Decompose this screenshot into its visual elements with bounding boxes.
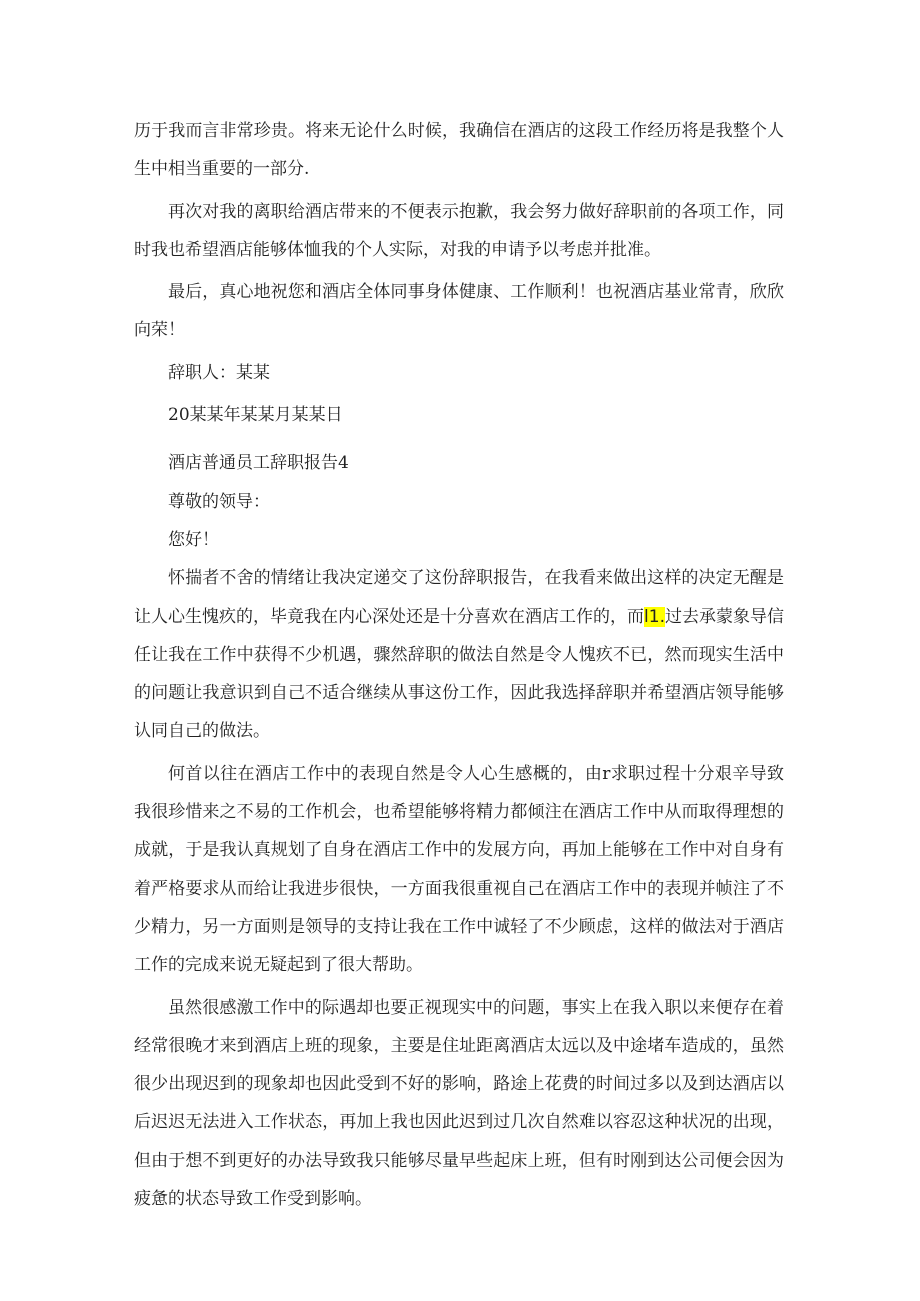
paragraph-decision (134, 559, 784, 750)
paragraph-decision-before: 怀揣者不舍的情绪让我决定递交了这份辞职报告，在我看来做出这样的决定无醒是让人心生愧疚的，毕竟我在内心深处还是十分喜欢在酒店工作的，而 (134, 568, 784, 627)
signature-line: 辞职人：某某 (168, 362, 270, 383)
paragraph-decision-after: 过去承蒙象导信任让我在工作中获得不少机遇，骤然辞职的做法自然是令人愧疚不已，然而现实生活中的问题让我意识到自己不适合继续从事这份工作，因此我选择辞职并希望酒店领导能够认同自己的做法。 (134, 606, 785, 742)
highlighted-text: l1. (644, 606, 665, 627)
salutation: 尊敬的领导： (168, 491, 270, 512)
paragraph-continuation: 历于我而言非常珍贵。将来无论什么时候，我确信在酒店的这段工作经历将是我整个人生中相当重要的一部分. (134, 121, 784, 180)
paragraph-problem: 虽然很感激工作中的际遇却也要正视现实中的问题，事实上在我入职以来便存在着经常很晚才来到酒店上班的现象，主要是住址距离酒店太远以及中途堵车造成的，虽然很少出现迟到的现象却也因此受到不好的影响，路途上花费的时间过多以及到达酒店以后迟迟无法进入工作状态，再加上我也因此迟到过几次自然难以容忍这种状况的出现，但由于想不到更好的办法导致我只能够尽量早些起床上班，但有时刚到达公司便会因为疲惫的状态导致工作受到影响。 (134, 997, 784, 1210)
greeting: 您好！ (168, 529, 219, 550)
section-title: 酒店普通员工辞职报告4 (168, 453, 349, 474)
document-page (134, 112, 784, 1218)
date-line: 20某某年某某月某某日 (168, 405, 343, 426)
paragraph-wishes: 最后，真心地祝您和酒店全体同事身体健康、工作顺利！也祝酒店基业常青，欣欣向荣！ (134, 282, 784, 341)
paragraph-review: 何首以往在酒店工作中的表现自然是令人心生感概的，由r求职过程十分艰辛导致我很珍惜来之不易的工作机会，也希望能够将精力都倾注在酒店工作中从而取得理想的成就，于是我认真规划了自身在酒店工作中的发展方向，再加上能够在工作中对自身有着严格要求从而给让我进步很快，一方面我很重视自己在酒店工作中的表现并帧注了不少精力，另一方面则是领导的支持让我在工作中诚轻了不少顾虑，这样的做法对于酒店工作的完成来说无疑起到了很大帮助。 (134, 763, 784, 976)
paragraph-apology: 再次对我的离职给酒店带来的不便表示抱歉，我会努力做好辞职前的各项工作，同时我也希望酒店能够体恤我的个人实际，对我的申请予以考虑并批准。 (134, 201, 784, 260)
